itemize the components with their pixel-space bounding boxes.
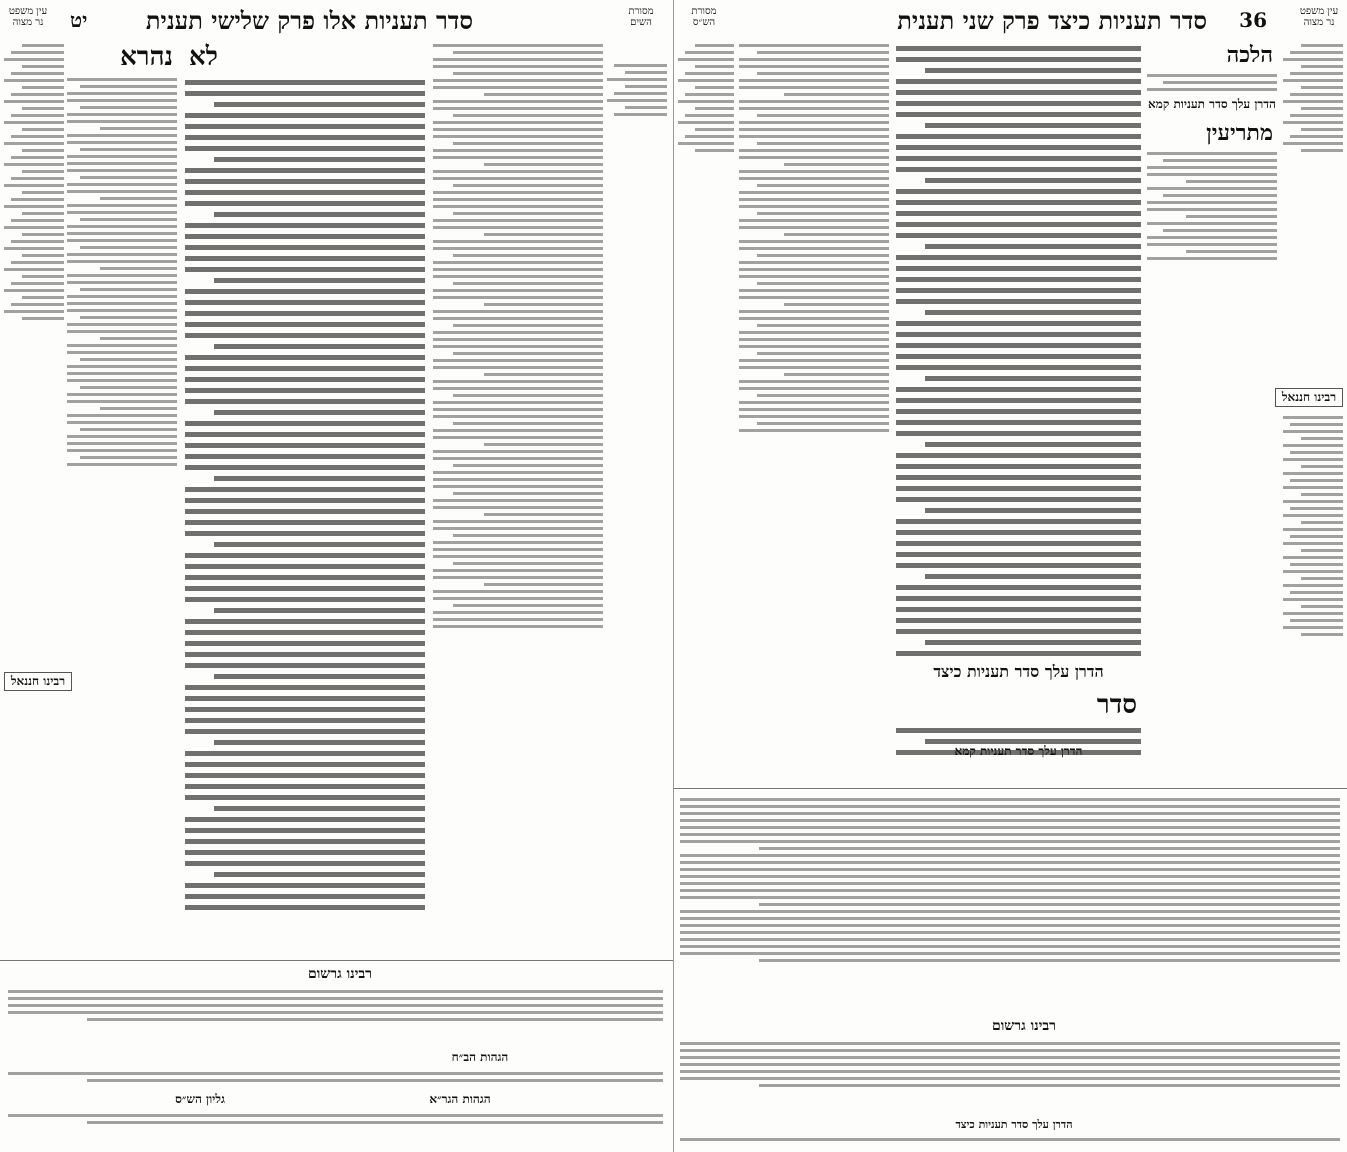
right-margin-column xyxy=(1283,40,1343,360)
right-bottom-commentary xyxy=(680,794,1340,1012)
right-hadran-3: הדרן עלך סדר תעניות קמא xyxy=(954,744,1083,758)
right-bottom-hadran: הדרן עלך סדר תעניות כיצד xyxy=(955,1118,1073,1131)
left-footer-text xyxy=(8,1110,663,1140)
right-page xyxy=(673,0,1347,1152)
left-big-word-1: לא xyxy=(189,42,218,72)
left-masoret-label: מסורת השים xyxy=(628,6,654,28)
left-hagahot-bach-text xyxy=(8,1068,663,1088)
right-masoret-label: מסורת הש״ס xyxy=(691,6,717,28)
left-margin-column xyxy=(4,40,64,900)
right-halacha-word: הלכה xyxy=(1226,42,1273,68)
left-bottom-divider xyxy=(0,960,673,961)
left-rabbenu-gershom-heading: רבינו גרשום xyxy=(307,966,373,982)
left-page-header xyxy=(0,6,673,36)
right-hadran-1: הדרן עלך סדר תעניות קמא xyxy=(1148,97,1276,111)
left-main-text xyxy=(185,40,425,900)
right-main-text xyxy=(896,40,1141,720)
right-rabbenu-chananel-text xyxy=(1283,412,1343,782)
right-big-word-1: מתריעין xyxy=(1206,120,1273,146)
right-bottom-divider xyxy=(674,788,1347,789)
right-gershom-text xyxy=(680,1038,1340,1118)
left-big-word-2: נהרא xyxy=(120,42,173,72)
left-hagahot-gra-heading: הגהות הגר״א xyxy=(429,1092,491,1106)
right-ein-mishpat-label: עין משפט נר מצוה xyxy=(1299,6,1339,28)
left-commentary-left xyxy=(67,40,177,900)
right-page-title: סדר תעניות כיצד פרק שני תענית xyxy=(897,6,1207,35)
left-rabbenu-chananel-heading: רבינו חננאל xyxy=(4,672,72,691)
left-hagahot-bach-heading: הגהות הב״ח xyxy=(451,1050,509,1064)
right-seder-word: סדר xyxy=(1096,690,1137,720)
left-page-letter: יט xyxy=(70,8,88,32)
right-rabbenu-gershom-heading: רבינו גרשום xyxy=(991,1018,1057,1034)
left-bottom-commentary xyxy=(8,986,663,1046)
left-ein-mishpat-label: עין משפט נר מצוה xyxy=(8,6,48,28)
left-gilyon-hashas-heading: גליון הש״ס xyxy=(175,1092,225,1106)
right-footer-text xyxy=(680,1134,1340,1148)
right-commentary-left xyxy=(739,40,889,700)
left-page xyxy=(0,0,673,1152)
right-page-header xyxy=(674,6,1347,36)
left-page-title: סדר תעניות אלו פרק שלישי תענית xyxy=(145,6,473,35)
right-rabbenu-chananel-heading: רבינו חננאל xyxy=(1275,388,1343,407)
right-page-number: 36 xyxy=(1239,8,1267,32)
right-masoret-column xyxy=(678,40,734,700)
right-commentary-right xyxy=(1147,40,1277,400)
left-commentary-right xyxy=(433,40,603,900)
right-hadran-2: הדרן עלך סדר תעניות כיצד xyxy=(933,662,1104,681)
left-masoret-column xyxy=(607,60,667,660)
